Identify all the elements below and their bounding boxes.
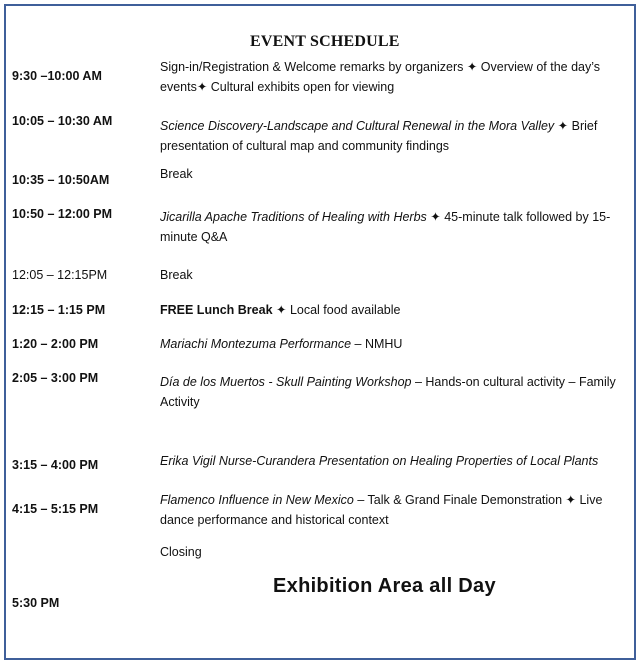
event-description bbox=[160, 372, 625, 412]
time-slot: 12:15 – 1:15 PM bbox=[12, 303, 106, 317]
page-title: EVENT SCHEDULE bbox=[250, 33, 400, 50]
description-text: ✦ Brief presentation of cultural map and community findings bbox=[160, 119, 598, 153]
event-description bbox=[160, 490, 625, 530]
time-slot: 10:35 – 10:50AM bbox=[12, 173, 110, 187]
description-text: ✦ 45-minute talk followed by 15-minute Q&A bbox=[160, 210, 611, 244]
time-slot: 4:15 – 5:15 PM bbox=[12, 502, 99, 516]
description-text: Erika Vigil Nurse-Curandera Presentation on Healing Properties of Local Plants bbox=[160, 454, 599, 468]
event-description bbox=[160, 451, 625, 471]
exhibition-note: Exhibition Area all Day bbox=[273, 575, 496, 597]
event-description bbox=[160, 207, 625, 247]
description-text: – Talk & Grand Finale Demonstration ✦ Live dance performance and historical context bbox=[160, 493, 603, 527]
event-description bbox=[160, 334, 625, 354]
event-description bbox=[160, 265, 625, 285]
event-description bbox=[160, 542, 625, 562]
event-description bbox=[160, 57, 625, 97]
time-slot: 9:30 –10:00 AM bbox=[12, 69, 102, 83]
event-description bbox=[160, 164, 625, 184]
description-text: – NMHU bbox=[351, 337, 403, 351]
time-slot: 10:05 – 10:30 AM bbox=[12, 114, 113, 128]
event-description bbox=[160, 116, 625, 156]
description-text: Science Discovery-Landscape and Cultural Renewal in the Mora Valley bbox=[160, 119, 555, 133]
description-text: Día de los Muertos - Skull Painting Workshop bbox=[160, 375, 412, 389]
description-text: ✦ Local food available bbox=[272, 303, 401, 317]
time-slot: 2:05 – 3:00 PM bbox=[12, 371, 99, 385]
event-description bbox=[160, 300, 625, 320]
description-text: FREE Lunch Break bbox=[160, 303, 273, 317]
description-text: Break bbox=[160, 167, 193, 181]
description-text: Closing bbox=[160, 545, 202, 559]
description-text: – Hands-on cultural activity – Family Activity bbox=[160, 375, 616, 409]
time-slot: 3:15 – 4:00 PM bbox=[12, 458, 99, 472]
description-text: Break bbox=[160, 268, 193, 282]
description-text: Jicarilla Apache Traditions of Healing with Herbs bbox=[160, 210, 427, 224]
time-slot: 10:50 – 12:00 PM bbox=[12, 207, 113, 221]
description-text: Mariachi Montezuma Performance bbox=[160, 337, 352, 351]
time-slot: 5:30 PM bbox=[12, 596, 60, 610]
time-slot: 1:20 – 2:00 PM bbox=[12, 337, 99, 351]
description-text: Sign-in/Registration & Welcome remarks by organizers ✦ Overview of the day’s events✦ Cultural exhibits open for viewing bbox=[160, 60, 601, 94]
description-text: Flamenco Influence in New Mexico bbox=[160, 493, 354, 507]
time-slot: 12:05 – 12:15PM bbox=[12, 268, 108, 282]
